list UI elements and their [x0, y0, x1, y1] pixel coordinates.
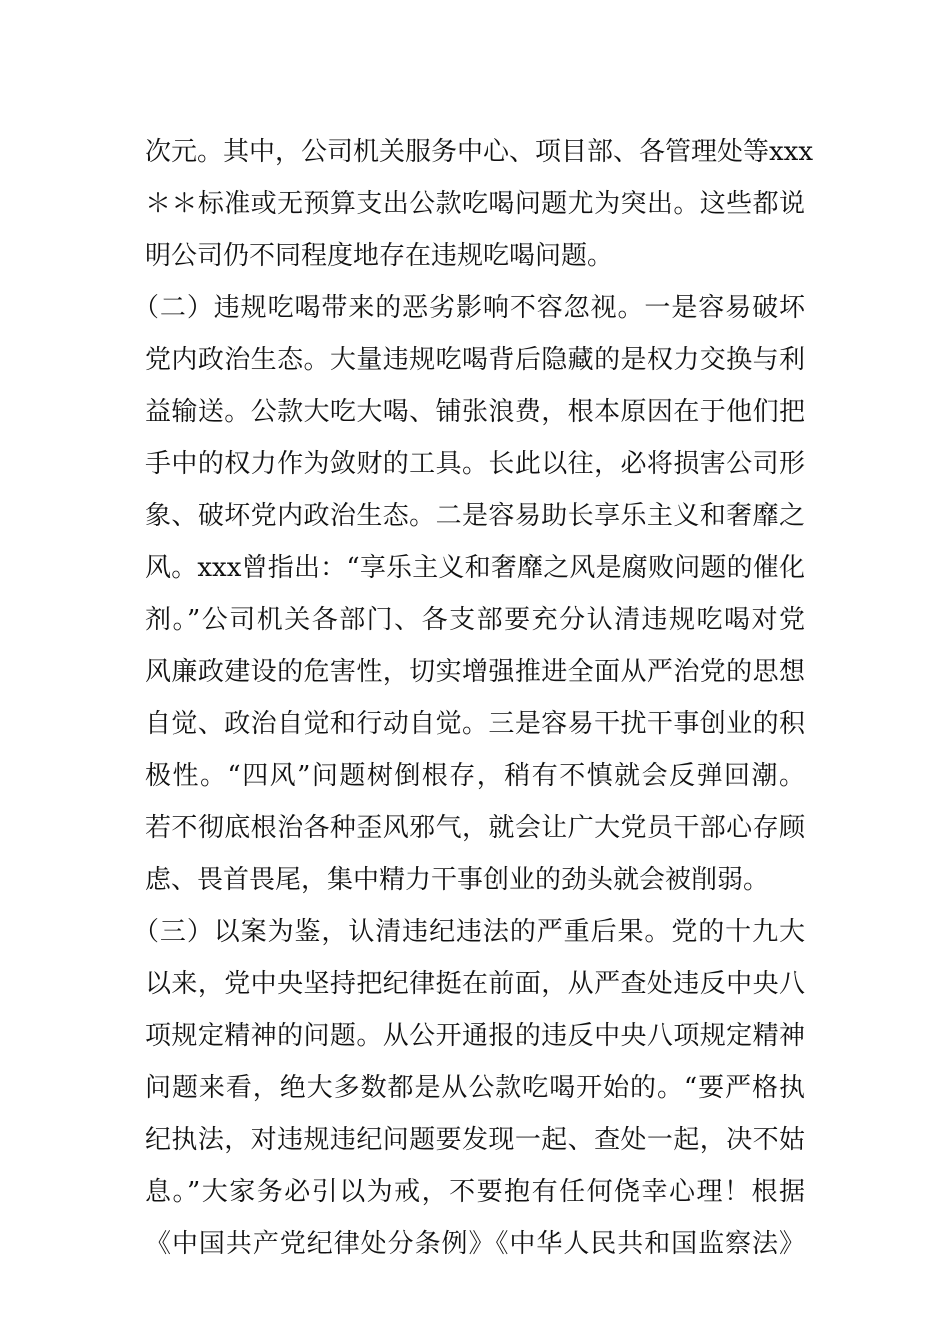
text-line: 自觉、政治自觉和行动自觉。三是容易干扰干事创业的积	[145, 709, 805, 739]
text-line: ＊＊标准或无预算支出公款吃喝问题尤为突出。这些都说	[145, 189, 805, 219]
text-line: 纪执法，对违规违纪问题要发现一起、查处一起，决不姑	[145, 1125, 805, 1155]
text-line: 虑、畏首畏尾，集中精力干事创业的劲头就会被削弱。	[145, 865, 770, 895]
document-body	[133, 126, 813, 1270]
text-line: 党内政治生态。大量违规吃喝背后隐藏的是权力交换与利	[145, 345, 805, 375]
text-line: 次元。其中，公司机关服务中心、项目部、各管理处等xxx	[145, 137, 813, 167]
paragraph-heading-line: （三）以案为鉴，认清违纪违法的严重后果。党的十九大	[133, 917, 805, 947]
text-line: 益输送。公款大吃大喝、铺张浪费，根本原因在于他们把	[145, 397, 805, 427]
text-line: 项规定精神的问题。从公开通报的违反中央八项规定精神	[145, 1021, 805, 1051]
text-line: 若不彻底根治各种歪风邪气，就会让广大党员干部心存顾	[145, 813, 805, 843]
text-line: 息。”大家务必引以为戒，不要抱有任何侥幸心理！根据	[145, 1177, 805, 1207]
text-line: 手中的权力作为敛财的工具。长此以往，必将损害公司形	[145, 449, 805, 479]
text-line: 以来，党中央坚持把纪律挺在前面，从严查处违反中央八	[145, 969, 805, 999]
text-line: 问题来看，绝大多数都是从公款吃喝开始的。“要严格执	[145, 1073, 805, 1103]
text-line: 《中国共产党纪律处分条例》《中华人民共和国监察法》	[145, 1229, 805, 1259]
paragraph-heading-line: （二）违规吃喝带来的恶劣影响不容忽视。一是容易破坏	[133, 293, 805, 323]
text-line: 风廉政建设的危害性，切实增强推进全面从严治党的思想	[145, 657, 805, 687]
text-line: 风。xxx曾指出：“享乐主义和奢靡之风是腐败问题的催化	[145, 553, 805, 583]
text-line: 象、破坏党内政治生态。二是容易助长享乐主义和奢靡之	[145, 501, 805, 531]
text-line: 剂。”公司机关各部门、各支部要充分认清违规吃喝对党	[145, 605, 805, 635]
text-line: 明公司仍不同程度地存在违规吃喝问题。	[145, 241, 614, 271]
text-line: 极性。“四风”问题树倒根存，稍有不慎就会反弹回潮。	[145, 761, 805, 791]
